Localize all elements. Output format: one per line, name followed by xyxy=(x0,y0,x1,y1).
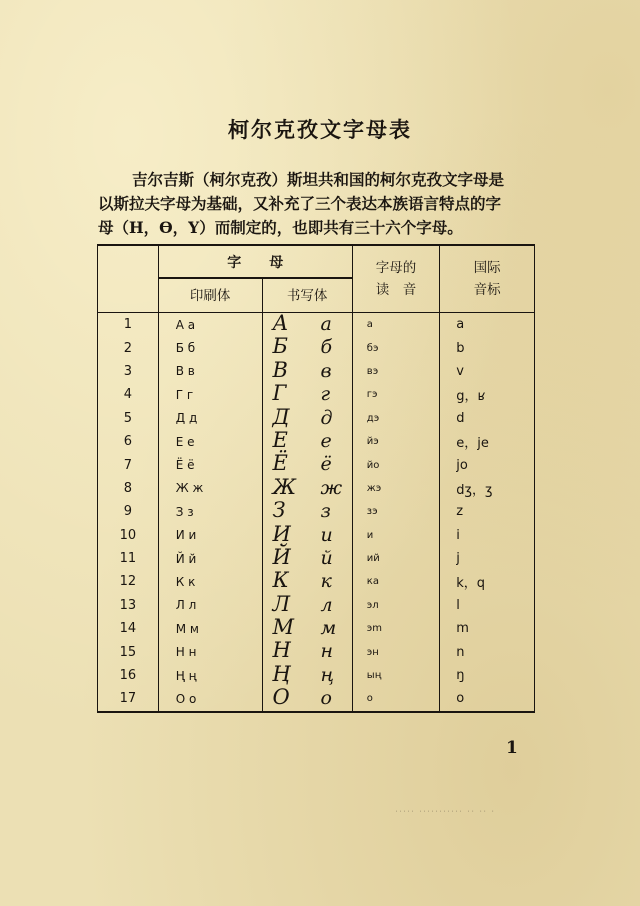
letter-number: 1 xyxy=(98,313,159,337)
printed-letters: Ң ң xyxy=(158,664,262,687)
letter-number: 7 xyxy=(98,453,159,476)
handwritten-letters xyxy=(262,544,352,570)
handwritten-uppercase: З xyxy=(272,498,286,523)
ipa-symbol: j xyxy=(440,547,535,570)
letter-reading: йэ xyxy=(352,430,439,453)
handwritten-letters xyxy=(262,617,352,640)
letter-number: 9 xyxy=(98,500,159,523)
table-row xyxy=(98,360,535,383)
ipa-symbol: dʒ，ʒ xyxy=(440,477,535,500)
intro-line-1: 吉尔吉斯（柯尔克孜）斯坦共和国的柯尔克孜文字母是 xyxy=(132,170,505,189)
ipa-symbol: l xyxy=(440,594,535,617)
printed-letters: Ё ё xyxy=(158,453,262,476)
letter-number: 12 xyxy=(98,570,159,593)
handwritten-uppercase: И xyxy=(272,521,291,546)
printed-letters: В в xyxy=(158,360,262,383)
table-row xyxy=(98,336,535,359)
handwritten-uppercase: В xyxy=(272,357,288,382)
ipa-symbol: o xyxy=(440,687,535,711)
header-ipa-line2: 音标 xyxy=(473,282,501,298)
letter-reading: дэ xyxy=(352,407,439,430)
handwritten-lowercase: й xyxy=(320,546,333,569)
handwritten-letters xyxy=(262,661,352,687)
printed-letters: К к xyxy=(158,570,262,593)
printed-letters: Ж ж xyxy=(158,477,262,500)
header-ipa xyxy=(440,245,535,313)
page-number: 1 xyxy=(506,738,518,758)
handwritten-letters xyxy=(262,427,352,453)
handwritten-lowercase: м xyxy=(320,617,337,640)
handwritten-uppercase: А xyxy=(272,311,289,335)
footer-print-marks: ····· ··········· ·· ·· · xyxy=(395,809,496,815)
letter-reading: жэ xyxy=(352,477,439,500)
handwritten-letters xyxy=(262,453,352,476)
handwritten-lowercase: ң xyxy=(320,663,335,686)
table-row xyxy=(98,524,535,547)
letter-reading: бэ xyxy=(352,336,439,359)
handwritten-uppercase: Е xyxy=(272,427,288,452)
letter-reading: о xyxy=(352,687,439,711)
ipa-symbol: b xyxy=(440,336,535,359)
table-row xyxy=(98,570,535,593)
intro-line-2: 以斯拉夫字母为基础，又补充了三个表达本族语言特点的字 xyxy=(98,194,502,213)
letter-number: 4 xyxy=(98,383,159,406)
handwritten-uppercase: Ж xyxy=(272,474,297,499)
handwritten-uppercase: О xyxy=(272,685,290,710)
letter-reading: гэ xyxy=(352,383,439,406)
handwritten-uppercase: К xyxy=(272,568,289,593)
printed-letters: Н н xyxy=(158,640,262,663)
handwritten-lowercase: г xyxy=(320,383,331,406)
table-row xyxy=(98,547,535,570)
table-row xyxy=(98,687,535,711)
handwritten-lowercase: к xyxy=(320,570,332,593)
handwritten-letters xyxy=(262,500,352,523)
handwritten-lowercase: н xyxy=(320,640,334,663)
table-row xyxy=(98,407,535,430)
printed-letters: Л л xyxy=(158,594,262,617)
printed-letters: М м xyxy=(158,617,262,640)
letter-reading: эн xyxy=(352,640,439,663)
table-row xyxy=(98,640,535,663)
letter-number: 11 xyxy=(98,547,159,570)
handwritten-uppercase: Б xyxy=(272,334,288,359)
handwritten-uppercase: Ң xyxy=(272,661,291,686)
letter-number: 2 xyxy=(98,336,159,359)
letter-reading: ий xyxy=(352,547,439,570)
table-row xyxy=(98,430,535,453)
letter-reading: вэ xyxy=(352,360,439,383)
ipa-symbol: k，q xyxy=(440,570,535,593)
printed-letters: О о xyxy=(158,687,262,711)
header-handwritten: 书写体 xyxy=(262,278,352,313)
handwritten-uppercase: Н xyxy=(272,638,291,663)
letter-reading: эл xyxy=(352,594,439,617)
header-reading-line1: 字母的 xyxy=(375,260,417,276)
header-ipa-line1: 国际 xyxy=(473,260,501,276)
handwritten-lowercase: в xyxy=(320,359,332,382)
ipa-symbol: i xyxy=(440,524,535,547)
printed-letters: Б б xyxy=(158,336,262,359)
printed-letters: Г г xyxy=(158,383,262,406)
handwritten-lowercase: з xyxy=(320,500,331,523)
handwritten-lowercase: е xyxy=(320,429,332,452)
handwritten-uppercase: Й xyxy=(272,544,291,569)
handwritten-uppercase: Л xyxy=(272,591,291,616)
letter-number: 8 xyxy=(98,477,159,500)
ipa-symbol: e，je xyxy=(440,430,535,453)
handwritten-letters xyxy=(262,383,352,406)
handwritten-letters xyxy=(262,474,352,500)
handwritten-letters xyxy=(262,404,352,430)
handwritten-uppercase: Д xyxy=(272,404,290,429)
letter-number: 5 xyxy=(98,407,159,430)
ipa-symbol: jo xyxy=(440,453,535,476)
ipa-symbol: v xyxy=(440,360,535,383)
letter-number: 3 xyxy=(98,360,159,383)
ipa-symbol: g，ʁ xyxy=(440,383,535,406)
handwritten-letters xyxy=(262,336,352,359)
handwritten-letters xyxy=(262,570,352,593)
printed-letters: Й й xyxy=(158,547,262,570)
letter-number: 15 xyxy=(98,640,159,663)
letter-number: 14 xyxy=(98,617,159,640)
letter-reading: йо xyxy=(352,453,439,476)
header-letters: 字 母 xyxy=(158,245,352,278)
handwritten-lowercase: а xyxy=(320,313,332,335)
handwritten-letters xyxy=(262,357,352,383)
handwritten-lowercase: ё xyxy=(320,453,332,476)
handwritten-lowercase: о xyxy=(320,687,332,710)
intro-paragraph xyxy=(98,168,550,240)
table-row xyxy=(98,477,535,500)
letter-number: 16 xyxy=(98,664,159,687)
handwritten-lowercase: б xyxy=(320,336,333,359)
letter-number: 13 xyxy=(98,594,159,617)
handwritten-lowercase: л xyxy=(320,593,333,616)
letter-reading: a xyxy=(352,313,439,337)
table-row xyxy=(98,617,535,640)
printed-letters: А а xyxy=(158,313,262,337)
table-row xyxy=(98,313,535,337)
handwritten-letters xyxy=(262,521,352,547)
handwritten-letters xyxy=(262,640,352,663)
handwritten-uppercase: Ё xyxy=(272,451,288,476)
alphabet-table xyxy=(97,244,535,713)
printed-letters: Е е xyxy=(158,430,262,453)
letter-reading: ка xyxy=(352,570,439,593)
handwritten-lowercase: д xyxy=(320,406,333,429)
header-printed: 印刷体 xyxy=(158,278,262,313)
ipa-symbol: z xyxy=(440,500,535,523)
header-reading xyxy=(352,245,439,313)
table-row xyxy=(98,500,535,523)
intro-line-3: 母（Н，Ө，Ү）而制定的，也即共有三十六个字母。 xyxy=(98,218,463,237)
letter-reading: зэ xyxy=(352,500,439,523)
printed-letters: И и xyxy=(158,524,262,547)
ipa-symbol: m xyxy=(440,617,535,640)
ipa-symbol: ŋ xyxy=(440,664,535,687)
table-row xyxy=(98,664,535,687)
header-reading-line2: 读 音 xyxy=(375,282,417,298)
ipa-symbol: n xyxy=(440,640,535,663)
table-row xyxy=(98,594,535,617)
printed-letters: Д д xyxy=(158,407,262,430)
letter-number: 10 xyxy=(98,524,159,547)
handwritten-lowercase: и xyxy=(320,523,333,546)
letter-reading: и xyxy=(352,524,439,547)
handwritten-lowercase: ж xyxy=(320,476,343,499)
ipa-symbol: a xyxy=(440,313,535,337)
table-row xyxy=(98,383,535,406)
printed-letters: З з xyxy=(158,500,262,523)
handwritten-letters xyxy=(262,591,352,617)
letter-reading: ың xyxy=(352,664,439,687)
letter-number: 17 xyxy=(98,687,159,711)
handwritten-letters xyxy=(262,313,352,337)
letter-reading: эm xyxy=(352,617,439,640)
ipa-symbol: d xyxy=(440,407,535,430)
table-row xyxy=(98,453,535,476)
handwritten-letters xyxy=(262,687,352,711)
handwritten-uppercase: Г xyxy=(272,381,287,406)
header-number-cell xyxy=(98,245,159,313)
letter-number: 6 xyxy=(98,430,159,453)
page-title: 柯尔克孜文字母表 xyxy=(228,117,412,142)
handwritten-uppercase: М xyxy=(272,615,295,640)
